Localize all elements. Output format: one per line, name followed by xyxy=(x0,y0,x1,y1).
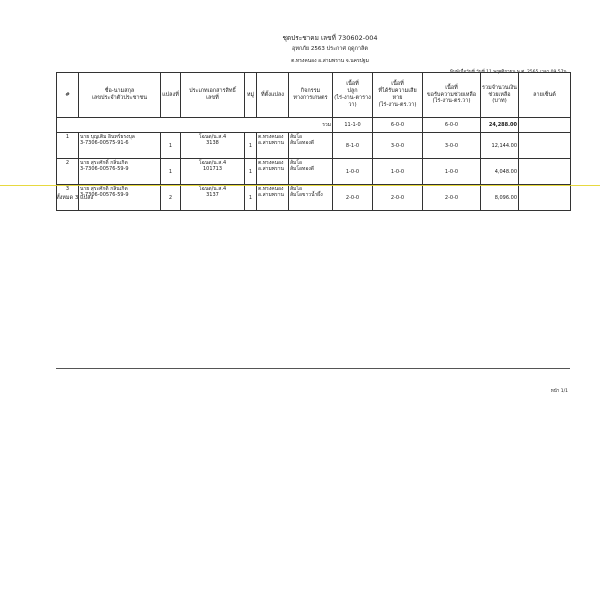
activity-variety: ส้มโอขาวน้ำผึ้ง xyxy=(290,192,323,199)
row-plot: 1 xyxy=(161,133,181,159)
row-location xyxy=(257,185,289,211)
row-owner xyxy=(79,159,161,185)
activity-variety: ส้มโอทองดี xyxy=(290,166,315,173)
col-header-no: # xyxy=(57,73,79,118)
row-amount: 4,048.00 xyxy=(481,159,519,185)
row-damaged: 3-0-0 xyxy=(373,133,423,159)
row-location xyxy=(257,133,289,159)
footer-divider xyxy=(56,368,570,369)
doc-type: โฉนด/น.ส.4 xyxy=(198,134,227,140)
doc-type: โฉนด/น.ส.4 xyxy=(198,186,227,192)
location-subdistrict: ต.ทรงคนอง xyxy=(258,186,284,192)
location-district: อ.สามพราน xyxy=(258,192,284,199)
location-subdistrict: ต.ทรงคนอง xyxy=(258,160,284,166)
row-no: 1 xyxy=(57,133,79,159)
summary-row xyxy=(57,118,571,133)
row-amount: 12,144.00 xyxy=(481,133,519,159)
table-header-row xyxy=(57,73,571,118)
owner-id: 3-7306-00576-59-9 xyxy=(80,192,129,199)
row-no: 2 xyxy=(57,159,79,185)
row-doc xyxy=(181,159,245,185)
row-doc xyxy=(181,133,245,159)
print-date: พิมพ์เมื่อวันที่ วันที่ 11 พฤศจิกายน พ.ศ. 2565 เวลา 09.57น. xyxy=(449,70,568,75)
doc-no: 101713 xyxy=(202,166,223,173)
row-signature xyxy=(519,159,571,185)
row-owner xyxy=(79,133,161,159)
row-no: 3 xyxy=(57,185,79,211)
scan-artifact-line xyxy=(0,185,600,186)
row-plot: 2 xyxy=(161,185,181,211)
table-row xyxy=(57,133,571,159)
location-district: อ.สามพราน xyxy=(258,166,284,173)
activity-crop: ส้มโอ xyxy=(290,186,303,192)
col-header-location: ที่ตั้งแปลง xyxy=(257,73,289,118)
plot-count-note: ทั้งหมด 3 แปลง xyxy=(56,195,94,201)
document-location: ต.ทรงคนอง อ.สามพราน จ.นครปฐม xyxy=(291,58,369,64)
row-activity xyxy=(289,185,333,211)
col-header-plot: แปลงที่ xyxy=(161,73,181,118)
col-header-name: ชื่อ-นามสกุล เลขประจำตัวประชาชน xyxy=(79,73,161,118)
row-activity xyxy=(289,133,333,159)
row-moo: 1 xyxy=(245,185,257,211)
summary-signature xyxy=(519,118,571,133)
row-moo: 1 xyxy=(245,133,257,159)
table-row xyxy=(57,185,571,211)
col-header-damaged: เนื้อที่ ที่ได้รับความเสียหาย (ไร่-งาน-ตร.วา) xyxy=(373,73,423,118)
row-signature xyxy=(519,133,571,159)
table-row xyxy=(57,159,571,185)
activity-crop: ส้มโอ xyxy=(290,134,303,140)
relief-table xyxy=(56,72,571,211)
doc-no: 3138 xyxy=(206,140,219,147)
page-number: หน้า 1/1 xyxy=(550,389,568,394)
document-subtitle: อุทกภัย 2563 ประกาศ ฤดูกาลิต xyxy=(292,46,368,52)
row-location xyxy=(257,159,289,185)
location-subdistrict: ต.ทรงคนอง xyxy=(258,134,284,140)
summary-amount: 24,288.00 xyxy=(481,118,519,133)
col-header-moo: หมู่ xyxy=(245,73,257,118)
col-header-planted: เนื้อที่ ปลูก (ไร่-งาน-ตารางวา) xyxy=(333,73,373,118)
col-header-signature: ลายเซ็นต์ xyxy=(519,73,571,118)
row-damaged: 1-0-0 xyxy=(373,159,423,185)
document-title: ชุดประชาคม เลขที่ 730602-004 xyxy=(282,34,378,42)
row-requested: 3-0-0 xyxy=(423,133,481,159)
owner-id: 3-7306-00575-91-6 xyxy=(80,140,129,147)
activity-crop: ส้มโอ xyxy=(290,160,303,166)
activity-variety: ส้มโอทองดี xyxy=(290,140,315,147)
col-header-requested: เนื้อที่ ขอรับความช่วยเหลือ (ไร่-งาน-ตร.วา) xyxy=(423,73,481,118)
row-moo: 1 xyxy=(245,159,257,185)
summary-planted: 11-1-0 xyxy=(333,118,373,133)
row-planted: 2-0-0 xyxy=(333,185,373,211)
summary-damaged: 6-0-0 xyxy=(373,118,423,133)
summary-label: รวม xyxy=(57,118,333,133)
row-amount: 8,096.00 xyxy=(481,185,519,211)
row-activity xyxy=(289,159,333,185)
row-requested: 2-0-0 xyxy=(423,185,481,211)
owner-name: นาย บุญเติม อินทร์ธรงบุล xyxy=(80,134,135,140)
col-header-activity: กิจกรรม ทางการเกษตร xyxy=(289,73,333,118)
owner-name: นาย สุระศักดิ์ กลิ่นเกิด xyxy=(80,160,128,166)
owner-id: 3-7306-00576-59-9 xyxy=(80,166,129,173)
col-header-amount: รวมจำนวนเงิน ช่วยเหลือ (บาท) xyxy=(481,73,519,118)
col-header-doc: ประเภทเอกสารสิทธิ์ เลขที่ xyxy=(181,73,245,118)
location-district: อ.สามพราน xyxy=(258,140,284,147)
owner-name: นาย สุระศักดิ์ กลิ่นเกิด xyxy=(80,186,128,192)
row-planted: 8-1-0 xyxy=(333,133,373,159)
doc-type: โฉนด/น.ส.4 xyxy=(198,160,227,166)
summary-requested: 6-0-0 xyxy=(423,118,481,133)
row-requested: 1-0-0 xyxy=(423,159,481,185)
row-doc xyxy=(181,185,245,211)
row-damaged: 2-0-0 xyxy=(373,185,423,211)
row-signature xyxy=(519,185,571,211)
doc-no: 3137 xyxy=(206,192,219,199)
row-plot: 1 xyxy=(161,159,181,185)
row-planted: 1-0-0 xyxy=(333,159,373,185)
